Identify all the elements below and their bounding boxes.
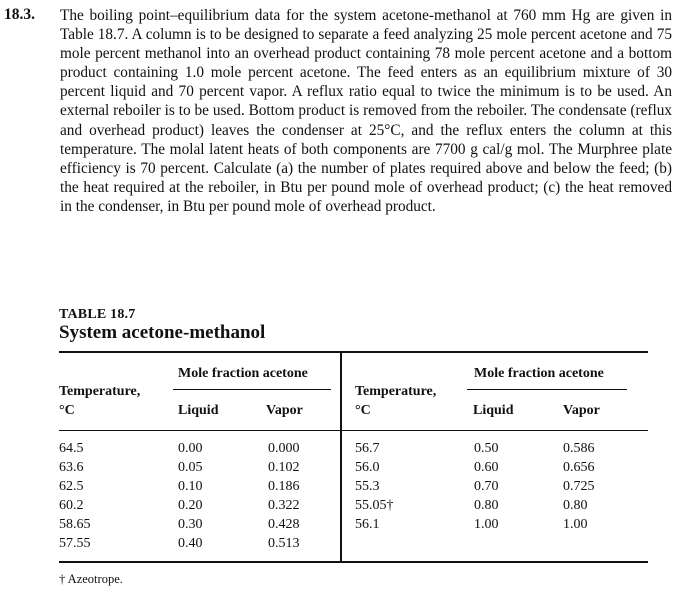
right-temp-header: Temperature, (355, 384, 437, 399)
right-row-5-vapor: 1.00 (563, 517, 588, 532)
left-row-6-vapor: 0.513 (268, 536, 300, 551)
left-row-3-liquid: 0.10 (178, 479, 203, 494)
right-row-2-temp: 56.0 (355, 460, 380, 475)
right-liquid-header: Liquid (473, 403, 514, 418)
right-row-2-liquid: 0.60 (474, 460, 499, 475)
left-row-6-liquid: 0.40 (178, 536, 203, 551)
left-row-2-temp: 63.6 (59, 460, 84, 475)
right-row-1-vapor: 0.586 (563, 441, 595, 456)
left-row-2-liquid: 0.05 (178, 460, 203, 475)
right-temp-unit: °C (355, 403, 371, 418)
right-group-header: Mole fraction acetone (474, 366, 604, 381)
left-vapor-header: Vapor (266, 403, 303, 418)
table-center-divider (340, 351, 342, 563)
left-group-header: Mole fraction acetone (178, 366, 308, 381)
right-row-4-temp: 55.05† (355, 498, 394, 513)
left-row-1-vapor: 0.000 (268, 441, 300, 456)
header-bottom-rule (59, 430, 648, 431)
left-row-1-liquid: 0.00 (178, 441, 203, 456)
right-row-3-liquid: 0.70 (474, 479, 499, 494)
right-row-5-liquid: 1.00 (474, 517, 499, 532)
left-temp-unit: °C (59, 403, 75, 418)
left-row-3-vapor: 0.186 (268, 479, 300, 494)
right-row-1-liquid: 0.50 (474, 441, 499, 456)
left-row-5-temp: 58.65 (59, 517, 91, 532)
right-row-3-vapor: 0.725 (563, 479, 595, 494)
right-row-4-liquid: 0.80 (474, 498, 499, 513)
left-row-4-vapor: 0.322 (268, 498, 300, 513)
table-title: System acetone-methanol (59, 322, 266, 343)
table-bottom-rule (59, 561, 648, 563)
table-top-rule (59, 351, 648, 353)
right-vapor-header: Vapor (563, 403, 600, 418)
right-row-4-vapor: 0.80 (563, 498, 588, 513)
problem-statement: The boiling point–equilibrium data for the system acetone-methanol at 760 mm Hg are given in Table 18.7. A column is to be designed to separate a feed analyzing 25 mole percent acetone and 75 mole percent methanol into an overhead product containing 78 mole percent acetone and a bottom product containing 1.0 mole percent acetone. The feed enters as an equilibrium mixture of 30 percent liquid and 70 percent vapor. A reflux ratio equal to twice the minimum is to be used. An external reboiler is to be used. Bottom product is removed from the reboiler. The condensate (reflux and overhead product) leaves the condenser at 25°C, and the reflux enters the column at this temperature. The molal latent heats of both components are 7700 g cal/g mol. The Murphree plate efficiency is 70 percent. Calculate (a) the number of plates required above and below the feed; (b) the heat required at the reboiler, in Btu per pound mole of overhead product; (c) the heat removed in the condenser, in Btu per pound mole of overhead product. (60, 7, 672, 215)
left-temp-header: Temperature, (59, 384, 141, 399)
left-row-1-temp: 64.5 (59, 441, 84, 456)
left-row-4-liquid: 0.20 (178, 498, 203, 513)
right-row-2-vapor: 0.656 (563, 460, 595, 475)
left-row-5-vapor: 0.428 (268, 517, 300, 532)
right-group-rule (467, 389, 627, 390)
left-row-6-temp: 57.55 (59, 536, 91, 551)
left-group-rule (173, 389, 331, 390)
left-row-4-temp: 60.2 (59, 498, 84, 513)
left-row-2-vapor: 0.102 (268, 460, 300, 475)
right-row-3-temp: 55.3 (355, 479, 380, 494)
problem-number: 18.3. (4, 6, 35, 23)
table-label: TABLE 18.7 (59, 307, 136, 322)
table-footnote: † Azeotrope. (59, 572, 123, 586)
left-liquid-header: Liquid (178, 403, 219, 418)
left-row-5-liquid: 0.30 (178, 517, 203, 532)
left-row-3-temp: 62.5 (59, 479, 84, 494)
right-row-5-temp: 56.1 (355, 517, 380, 532)
right-row-1-temp: 56.7 (355, 441, 380, 456)
